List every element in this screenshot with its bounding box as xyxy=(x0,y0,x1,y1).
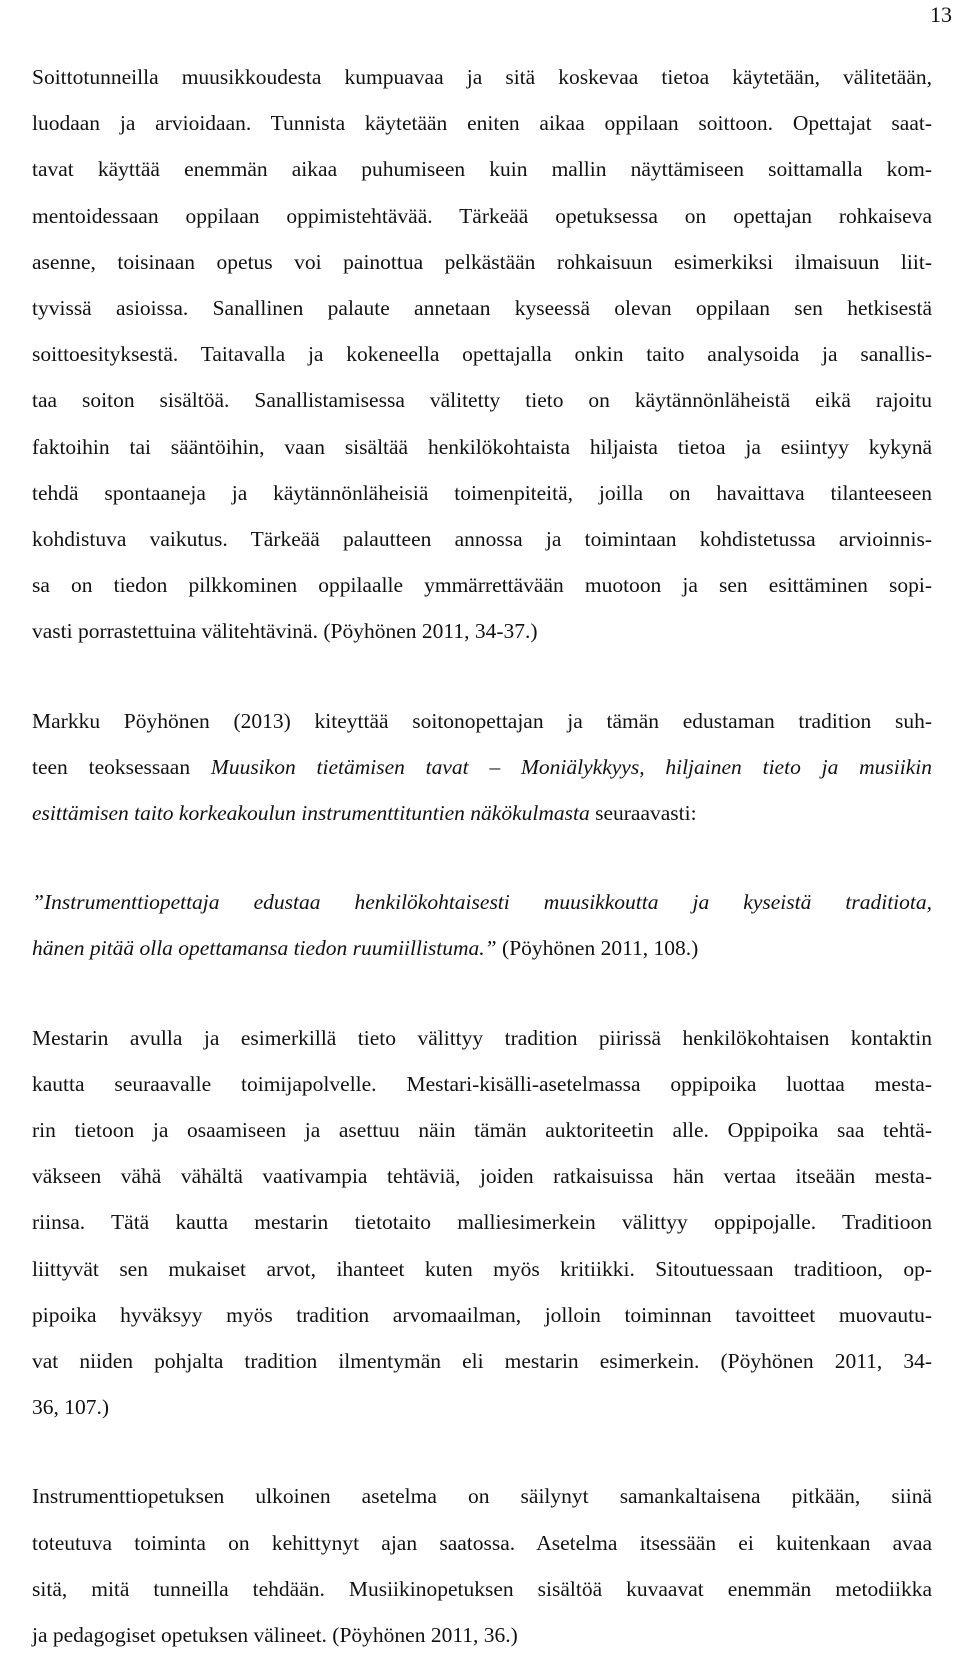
text-line: sa on tiedon pilkkominen oppilaalle ymmärrettävään muotoon ja sen esittäminen sopi- xyxy=(32,573,932,598)
text-line xyxy=(32,744,932,790)
quote-line xyxy=(32,879,932,925)
text-line: vasti porrastettuina välitehtävinä. (Pöyhönen 2011, 34-37.) xyxy=(32,619,538,644)
quote-citation: (Pöyhönen 2011, 108.) xyxy=(496,936,699,961)
text-line: rin tietoon ja osaamiseen ja asettuu näin tämän auktoriteetin alle. Oppipoika saa tehtä- xyxy=(32,1118,932,1143)
text-line: ja pedagogiset opetuksen välineet. (Pöyhönen 2011, 36.) xyxy=(32,1623,518,1648)
text-line: Instrumenttiopetuksen ulkoinen asetelma on säilynyt samankaltaisena pitkään, siinä xyxy=(32,1484,932,1509)
text-run: seuraavasti: xyxy=(589,801,697,826)
text-line: Soittotunneilla muusikkoudesta kumpuavaa ja sitä koskevaa tietoa käytetään, välitetään, xyxy=(32,65,932,89)
text-line: asenne, toisinaan opetus voi painottua pelkästään rohkaisuun esimerkiksi ilmaisuun liit- xyxy=(32,249,932,274)
page-number: 13 xyxy=(930,2,952,27)
block-quote xyxy=(32,879,932,971)
paragraph-1 xyxy=(32,54,932,655)
text-line: Mestarin avulla ja esimerkillä tieto välittyy tradition piirissä henkilökohtaisen kontaktin xyxy=(32,1025,932,1050)
text-line: kautta seuraavalle toimijapolvelle. Mestari-kisälli-asetelmassa oppipoika luottaa mesta- xyxy=(32,1071,932,1096)
text-line: tehdä spontaaneja ja käytännönläheisiä toimenpiteitä, joilla on havaittava tilanteeseen xyxy=(32,480,932,505)
quote-text: ”Instrumenttiopettaja edustaa henkilökohtaisesti muusikkoutta ja kyseistä traditiota, xyxy=(32,890,932,915)
text-line xyxy=(32,790,932,836)
quote-line xyxy=(32,925,932,971)
text-line: tavat käyttää enemmän aikaa puhumiseen kuin mallin näyttämiseen soittamalla kom- xyxy=(32,157,932,182)
text-line: pipoika hyväksyy myös tradition arvomaailman, jolloin toiminnan tavoitteet muovautu- xyxy=(32,1302,932,1327)
paragraph-3 xyxy=(32,1015,932,1431)
book-title-part: Muusikon tietämisen tavat – Moniälykkyys, hiljainen tieto ja musiikin xyxy=(210,754,932,779)
text-line: sitä, mitä tunneilla tehdään. Musiikinopetuksen sisältöä kuvaavat enemmän metodiikka xyxy=(32,1576,932,1601)
text-line: tyvissä asioissa. Sanallinen palaute annetaan kyseessä olevan oppilaan sen hetkisestä xyxy=(32,296,932,321)
text-line: soittoesityksestä. Taitavalla ja kokeneella opettajalla onkin taito analysoida ja sanallis- xyxy=(32,342,932,367)
text-line: Markku Pöyhönen (2013) kiteyttää soitonopettajan ja tämän edustaman tradition suh- xyxy=(32,708,932,733)
text-run: teen teoksessaan xyxy=(32,754,211,779)
text-line: väkseen vähä vähältä vaativampia tehtäviä, joiden ratkaisuissa hän vertaa itseään mesta- xyxy=(32,1164,932,1189)
text-line: mentoidessaan oppilaan oppimistehtävää. Tärkeää opetuksessa on opettajan rohkaiseva xyxy=(32,203,932,228)
text-line: faktoihin tai sääntöihin, vaan sisältää henkilökohtaista hiljaista tietoa ja esiintyy kykynä xyxy=(32,434,932,459)
text-line: luodaan ja arvioidaan. Tunnista käytetään eniten aikaa oppilaan soittoon. Opettajat saat- xyxy=(32,111,932,136)
text-line: taa soiton sisältöä. Sanallistamisessa välitetty tieto on käytännönläheistä eikä rajoitu xyxy=(32,388,932,413)
text-line: vat niiden pohjalta tradition ilmentymän eli mestarin esimerkein. (Pöyhönen 2011, 34- xyxy=(32,1349,932,1374)
quote-text: hänen pitää olla opettamansa tiedon ruumiillistuma.” xyxy=(32,936,497,961)
text-line: liittyvät sen mukaiset arvot, ihanteet kuten myös kritiikki. Sitoutuessaan traditioon, op- xyxy=(32,1256,932,1281)
text-line: toteutuva toiminta on kehittynyt ajan saatossa. Asetelma itsessään ei kuitenkaan avaa xyxy=(32,1530,932,1555)
text-line: 36, 107.) xyxy=(32,1395,110,1420)
body-text xyxy=(32,54,932,1658)
text-line: riinsa. Tätä kautta mestarin tietotaito malliesimerkein välittyy oppipojalle. Traditioon xyxy=(32,1210,932,1235)
paragraph-2 xyxy=(32,698,932,837)
paragraph-4 xyxy=(32,1473,932,1658)
text-line: kohdistuva vaikutus. Tärkeää palautteen annossa ja toimintaan kohdistetussa arvioinnis- xyxy=(32,527,932,552)
book-title-part: esittämisen taito korkeakoulun instrumenttituntien näkökulmasta xyxy=(32,801,590,826)
